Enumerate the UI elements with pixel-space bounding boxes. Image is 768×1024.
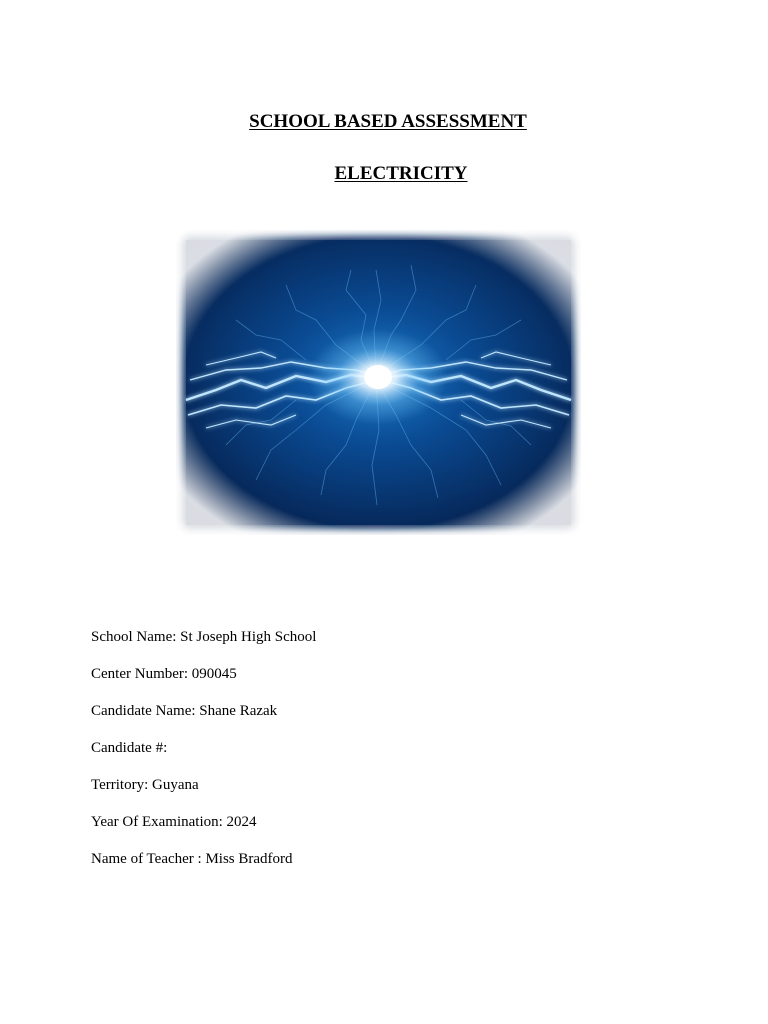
- candidate-number: Candidate #:: [91, 740, 168, 756]
- school-name: School Name: St Joseph High School: [91, 629, 317, 645]
- document-title: SCHOOL BASED ASSESSMENT: [249, 111, 527, 132]
- territory: Territory: Guyana: [91, 777, 199, 793]
- center-number: Center Number: 090045: [91, 666, 237, 682]
- lightning-bolt-image: [176, 230, 581, 535]
- document-subtitle: ELECTRICITY: [334, 163, 468, 184]
- candidate-info-list: [91, 628, 316, 887]
- teacher-name: Name of Teacher : Miss Bradford: [91, 851, 293, 867]
- candidate-name: Candidate Name: Shane Razak: [91, 703, 278, 719]
- year-of-examination: Year Of Examination: 2024: [91, 814, 257, 830]
